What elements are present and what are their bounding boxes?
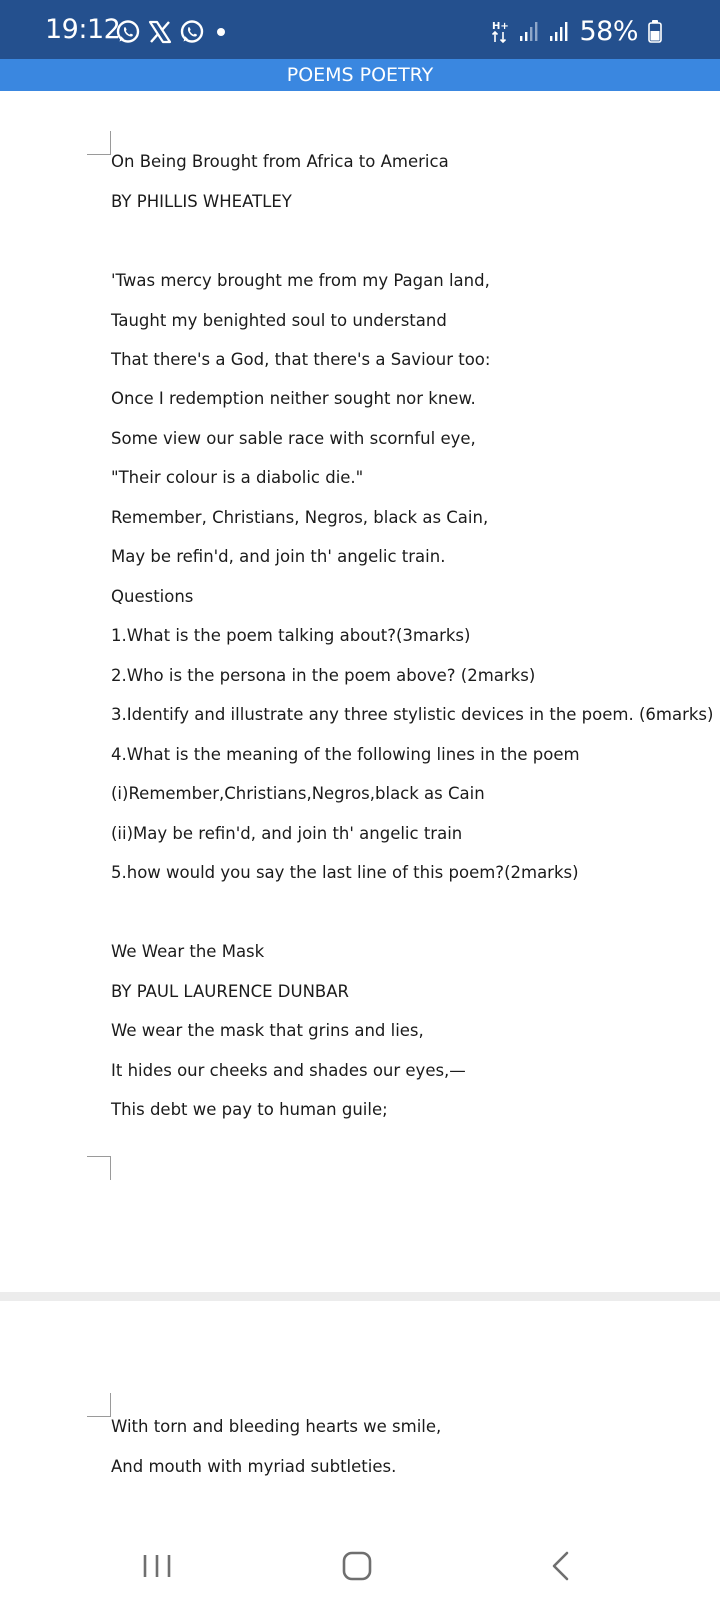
x-icon	[147, 19, 173, 45]
network-type-icon	[491, 18, 509, 44]
document-page-1[interactable]	[0, 91, 720, 1292]
poem-line: May be refin'd, and join th' angelic train.	[111, 547, 446, 566]
poem-line: That there's a God, that there's a Saviour too:	[111, 350, 491, 369]
poem-title: We Wear the Mask	[111, 942, 265, 961]
home-icon[interactable]	[340, 1549, 374, 1583]
notification-icons	[115, 18, 227, 46]
poem-line: And mouth with myriad subtleties.	[111, 1457, 397, 1476]
question-item: (i)Remember,Christians,Negros,black as Cain	[111, 784, 485, 803]
poem-line: Once I redemption neither sought nor knew.	[111, 389, 476, 408]
poem-line: We wear the mask that grins and lies,	[111, 1021, 424, 1040]
signal-icon	[549, 20, 569, 42]
poem-line: Some view our sable race with scornful eye,	[111, 429, 476, 448]
poem-author: BY PHILLIS WHEATLEY	[111, 192, 292, 211]
page-corner-mark	[87, 1393, 111, 1417]
app-title: POEMS POETRY	[0, 59, 720, 91]
document-page-2[interactable]	[0, 1301, 720, 1531]
recent-apps-icon[interactable]	[140, 1549, 174, 1583]
question-item: 2.Who is the persona in the poem above? (2marks)	[111, 666, 536, 685]
back-icon[interactable]	[545, 1549, 579, 1583]
page-corner-mark	[87, 1156, 111, 1180]
question-item: 5.how would you say the last line of this poem?(2marks)	[111, 863, 579, 882]
question-item: 1.What is the poem talking about?(3marks)	[111, 626, 471, 645]
system-icons	[491, 16, 662, 46]
status-time: 19:12	[45, 14, 121, 45]
whatsapp-icon	[179, 19, 205, 45]
poem-line: 'Twas mercy brought me from my Pagan land,	[111, 271, 490, 290]
battery-icon	[648, 19, 662, 43]
dot-icon	[211, 19, 227, 45]
page-corner-mark	[87, 131, 111, 155]
poem-line: With torn and bleeding hearts we smile,	[111, 1417, 442, 1436]
poem-line: Taught my benighted soul to understand	[111, 311, 447, 330]
network-type-label: H+	[492, 21, 510, 32]
questions-heading: Questions	[111, 587, 194, 606]
signal-icon	[519, 20, 539, 42]
poem-line: "Their colour is a diabolic die."	[111, 468, 364, 487]
question-item: 3.Identify and illustrate any three stylistic devices in the poem. (6marks)	[111, 705, 714, 724]
poem-title: On Being Brought from Africa to America	[111, 152, 449, 171]
navigation-bar	[0, 1531, 720, 1600]
whatsapp-icon	[115, 19, 141, 45]
status-bar	[0, 0, 720, 59]
poem-line: Remember, Christians, Negros, black as Cain,	[111, 508, 489, 527]
poem-line: This debt we pay to human guile;	[111, 1100, 388, 1119]
page-separator	[0, 1292, 720, 1301]
question-item: 4.What is the meaning of the following lines in the poem	[111, 745, 580, 764]
battery-percent: 58%	[579, 15, 638, 47]
question-item: (ii)May be refin'd, and join th' angelic train	[111, 824, 463, 843]
poem-author: BY PAUL LAURENCE DUNBAR	[111, 982, 349, 1001]
poem-line: It hides our cheeks and shades our eyes,—	[111, 1061, 466, 1080]
